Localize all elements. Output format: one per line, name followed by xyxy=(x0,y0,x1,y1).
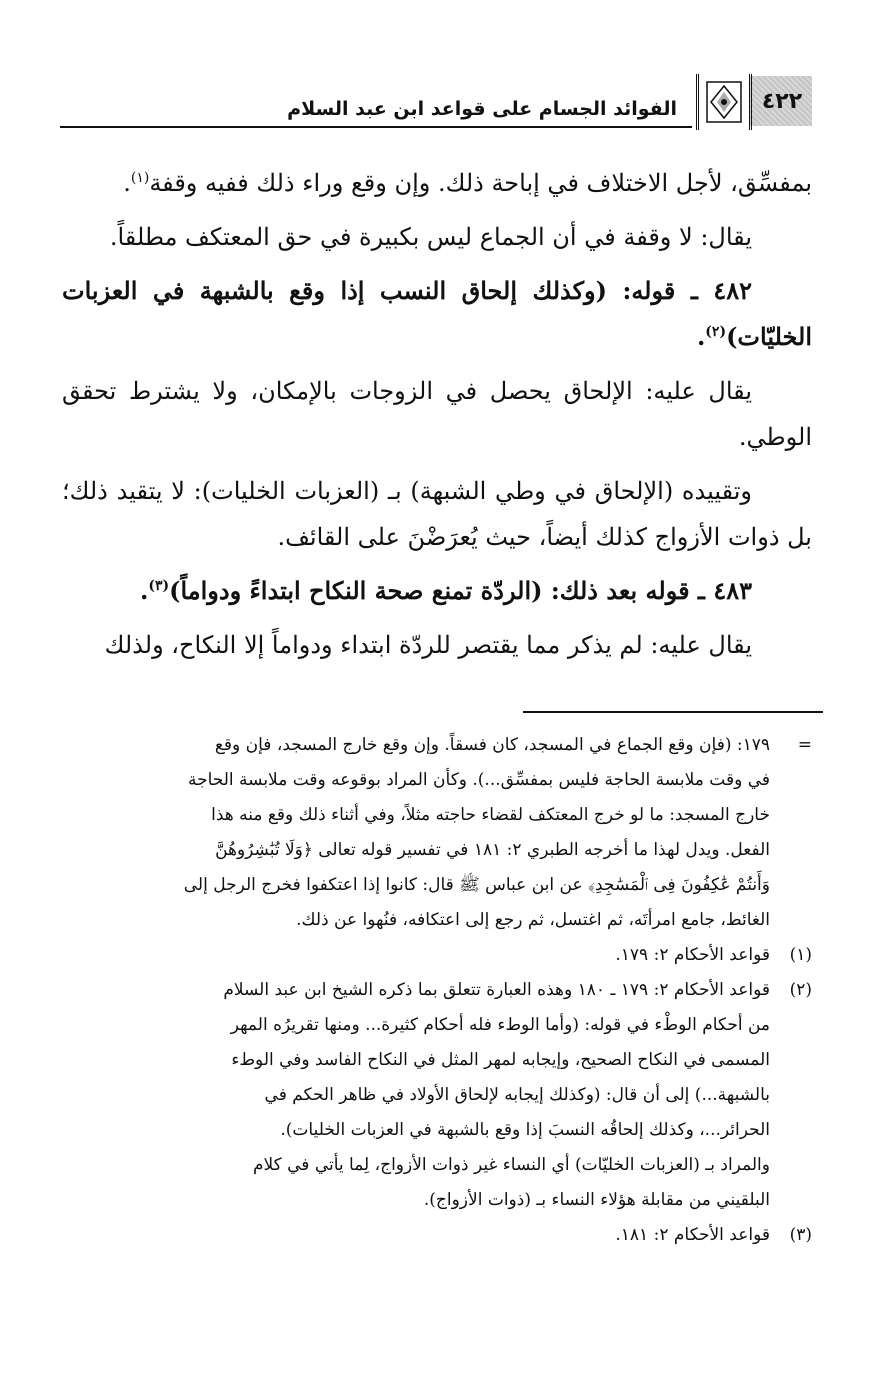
footnote-ref-2: (٢) xyxy=(705,324,727,340)
footnote-label: = xyxy=(797,735,812,755)
footnote-2 xyxy=(62,973,812,1218)
page-number: ٤٢٢ xyxy=(749,76,812,126)
footnote-label: (٣) xyxy=(789,1225,812,1245)
footnotes xyxy=(62,728,812,1253)
paragraph-6 xyxy=(62,568,812,614)
paragraph-3 xyxy=(62,268,812,360)
footnote-ref-3: (٣) xyxy=(148,578,170,594)
paragraph-7: يقال عليه: لم يذكر مما يقتصر للردّة ابتداء ودواماً إلا النكاح، ولذلك xyxy=(104,631,752,659)
footnote-text: قواعد الأحكام ٢: ١٧٩. xyxy=(615,945,770,965)
footnote-continuation xyxy=(62,728,812,938)
footnote-text xyxy=(62,973,770,1218)
footnote-line: قواعد الأحكام ٢: ١٧٩ ـ ١٨٠ وهذه العبارة تتعلق بما ذكره الشيخ ابن عبد السلام xyxy=(223,980,770,1000)
footnote-line: المسمى في النكاح الصحيح، وإيجابه لمهر المثل في النكاح الفاسد وفي الوطء xyxy=(231,1050,770,1070)
arabesque-ornament-icon xyxy=(696,74,752,130)
footnote-line: بالشبهة...) إلى أن قال: (وكذلك إيجابه لإلحاق الأولاد في ظاهر الحكم في xyxy=(264,1085,770,1105)
footnote-1 xyxy=(62,938,812,973)
footnote-3 xyxy=(62,1218,812,1253)
footnote-label: (١) xyxy=(789,945,812,965)
page-header xyxy=(60,70,812,130)
footnote-separator xyxy=(523,711,823,713)
footnote-line: خارج المسجد: ما لو خرج المعتكف لقضاء حاجته مثلاً، وفي أثناء ذلك وقع منه هذا xyxy=(211,805,770,825)
footnote-line: والمراد بـ (العزبات الخليّات) أي النساء غير ذوات الأزواج، لِما يأتي في كلام xyxy=(252,1155,770,1175)
footnote-line: الحرائر...، وكذلك إلحاقُه النسبَ إذا وقع بالشبهة في العزبات الخليات). xyxy=(280,1120,770,1140)
running-title: الفوائد الجسام على قواعد ابن عبد السلام xyxy=(287,98,677,120)
entry-number-482: ٤٨٢ ـ قوله: xyxy=(622,276,752,305)
main-text xyxy=(62,160,812,676)
footnote-label: (٢) xyxy=(789,980,812,1000)
entry-number-483: ٤٨٣ ـ قوله بعد ذلك: xyxy=(550,576,752,605)
paragraph-2: يقال: لا وقفة في أن الجماع ليس بكبيرة في حق المعتكف مطلقاً. xyxy=(109,223,752,251)
paragraph-3-end: . xyxy=(696,322,706,351)
footnote-line: في وقت ملابسة الحاجة فليس بمفسِّق...). وكأن المراد بوقوعه وقت ملابسة الحاجة xyxy=(187,770,770,790)
footnote-line: من أحكام الوطْء في قوله: (وأما الوطء فله أحكام كثيرة... ومنها تقريرُه المهر xyxy=(230,1015,770,1035)
paragraph-1-text: بمفسِّق، لأجل الاختلاف في إباحة ذلك. وإن وقع وراء ذلك ففيه وقفة xyxy=(149,169,812,197)
paragraph-4: يقال عليه: الإلحاق يحصل في الزوجات بالإمكان، ولا يشترط تحقق الوطي. xyxy=(62,377,812,451)
footnote-line: الغائط، جامع امرأتَه، ثم اغتسل، ثم رجع إلى اعتكافه، فنُهوا عن ذلك. xyxy=(296,910,770,930)
footnote-line: الفعل. ويدل لهذا ما أخرجه الطبري ٢: ١٨١ في تفسير قوله تعالى ﴿وَلَا تُبَٰشِرُوهُنَّ xyxy=(215,840,770,860)
paragraph-1-end: . xyxy=(123,169,131,197)
paragraph-3-text: (وكذلك إلحاق النسب إذا وقع بالشبهة في العزبات الخليّات) xyxy=(62,276,812,351)
paragraph-6-text: (الردّة تمنع صحة النكاح ابتداءً ودواماً) xyxy=(169,576,543,605)
header-rule xyxy=(60,126,692,128)
footnote-line: البلقيني من مقابلة هؤلاء النساء بـ (ذوات الأزواج). xyxy=(423,1190,770,1210)
footnote-text xyxy=(62,728,770,938)
footnote-line: ١٧٩: (فإن وقع الجماع في المسجد، كان فسقاً. وإن وقع خارج المسجد، فإن وقع xyxy=(214,735,770,755)
footnote-line: وَأَنتُمْ عَٰكِفُونَ فِى ٱلْمَسَٰجِدِ﴾ عن ابن عباس ﷺ قال: كانوا إذا اعتكفوا فخرج الرجل إلى xyxy=(183,875,770,895)
paragraph-6-end: . xyxy=(139,576,149,605)
paragraph-1 xyxy=(62,160,812,206)
footnote-ref-1: (١) xyxy=(130,170,150,186)
paragraph-5: وتقييده (الإلحاق في وطي الشبهة) بـ (العزبات الخليات): لا يتقيد ذلك؛ بل ذوات الأزواج كذلك أيضاً، حيث يُعرَضْنَ على القائف. xyxy=(62,477,812,551)
footnote-text: قواعد الأحكام ٢: ١٨١. xyxy=(615,1225,770,1245)
